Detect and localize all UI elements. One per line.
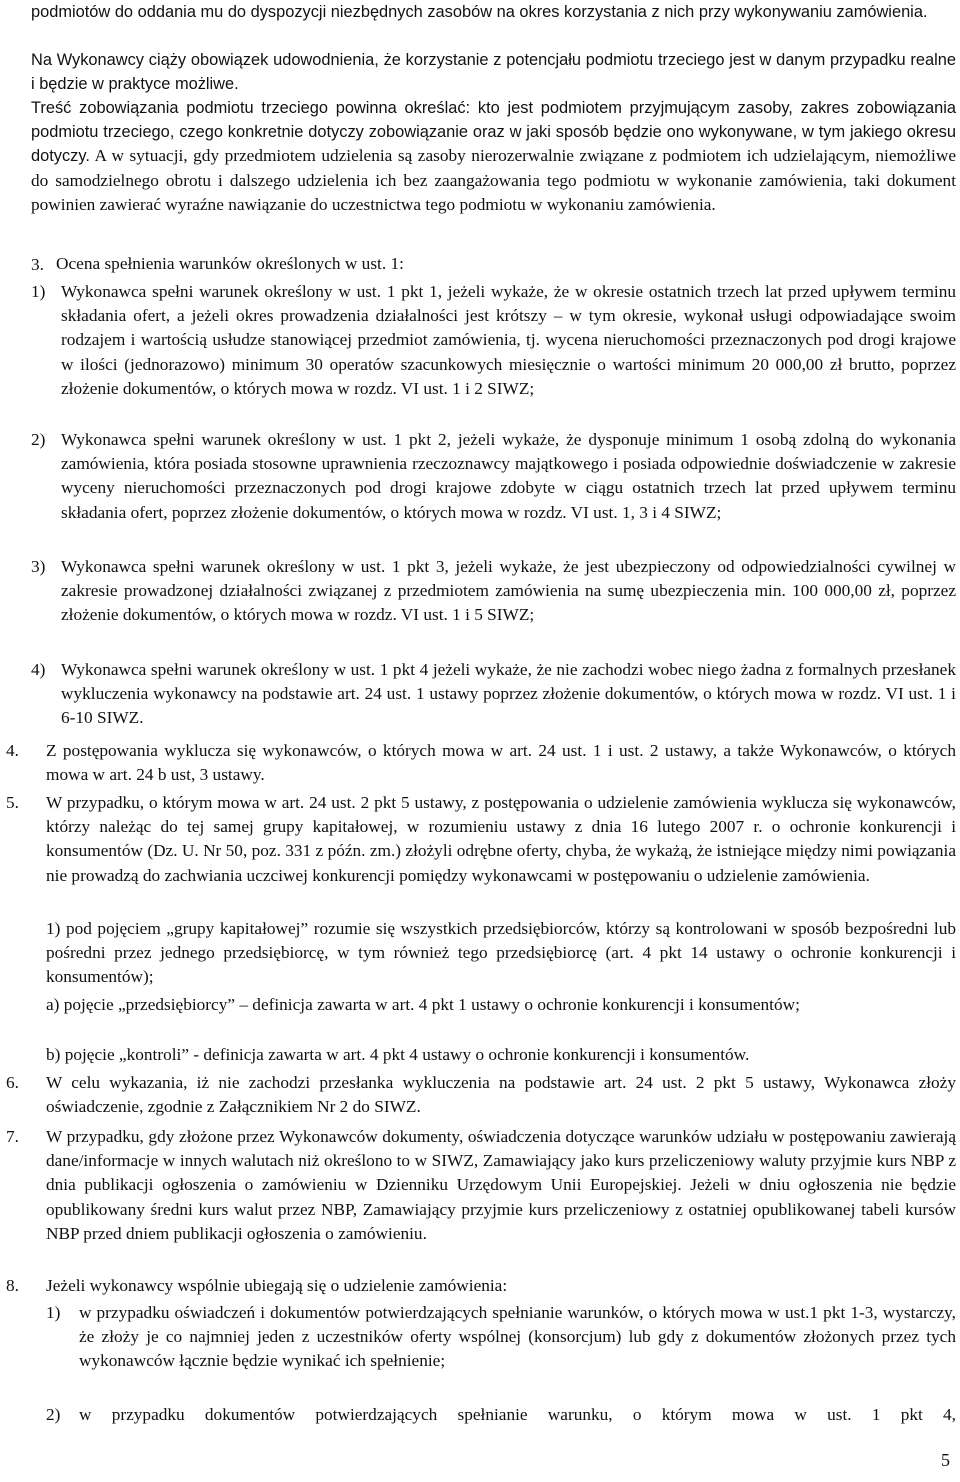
section-4-text: Z postępowania wyklucza się wykonawców, o których mowa w art. 24 ust. 1 i ust. 2 ustawy, a także Wykonawców, o których mowa w art. 24 b ust, 3 ustawy. bbox=[46, 741, 956, 785]
section-6-text: W celu wykazania, iż nie zachodzi przesłanka wykluczenia na podstawie art. 24 ust. 2 pkt 5 ustawy, Wykonawca złoży oświadczenie, zgodnie z Załącznikiem Nr 2 do SIWZ. bbox=[46, 1073, 956, 1117]
s3-item-3-text: Wykonawca spełni warunek określony w ust. 1 pkt 3, jeżeli wykaże, że jest ubezpieczony od odpowiedzialności cywilnej w zakresie prowadzonej działalności związanej z przedmiotem zamówienia na sumę ubezpieczenia min. 100 000,00 zł, poprzez złożenie dokumentów, o których mowa w rozdz. VI ust. 1 i 5 SIWZ; bbox=[61, 557, 956, 625]
intro-paragraph-3 bbox=[31, 97, 956, 218]
intro-paragraph-3b: A w sytuacji, gdy przedmiotem udzielenia są zasoby nierozerwalnie związane z podmiotem ich udzielającym, niemożliwe do samodzielnego obrotu i dalszego udzielenia ich bez zaangażowania tego podmiotu w wykonanie zamówienia, taki dokument powinien zawierać wyraźne nawiązanie do uczestnictwa tego podmiotu w wykonaniu zamówienia. bbox=[31, 146, 956, 215]
s3-item-4-number: 4) bbox=[31, 660, 46, 679]
section-5-number: 5. bbox=[6, 793, 19, 812]
s3-item-1-number: 1) bbox=[31, 282, 46, 301]
section-3-title: Ocena spełnienia warunków określonych w ust. 1: bbox=[56, 254, 404, 273]
s8-item-2-number: 2) bbox=[46, 1405, 61, 1424]
section-7-text: W przypadku, gdy złożone przez Wykonawców dokumenty, oświadczenia dotyczące warunków udziału w postępowaniu zawierają dane/informacje w innych walutach niż określono to w SIWZ, Zamawiający jako kurs przeliczeniowy waluty przyjmie kurs NBP z dnia publikacji ogłoszenia o zamówieniu w Dzienniku Urzędowym Unii Europejskiej. Jeżeli w dniu ogłoszenia nie będzie opublikowany średni kurs walut przez NBP, Zamawiający przyjmie kurs przeliczeniowy z ostatniej opublikowanej tabeli kursów NBP przed dniem publikacji ogłoszenia o zamówieniu. bbox=[46, 1127, 956, 1243]
section-5-sub-1: 1) pod pojęciem „grupy kapitałowej” rozumie się wszystkich przedsiębiorców, którzy są kontrolowani w sposób bezpośredni lub pośredni przez jednego przedsiębiorcę, w tym również tego przedsiębiorcę (art. 4 pkt 14 ustawy o ochronie konkurencji i konsumentów); bbox=[46, 919, 956, 987]
s8-item-2-text: w przypadku dokumentów potwierdzających spełnianie warunku, o którym mowa w ust. 1 pkt 4, bbox=[79, 1405, 956, 1424]
s3-item-1-text: Wykonawca spełni warunek określony w ust. 1 pkt 1, jeżeli wykaże, że w okresie ostatnich trzech lat przed upływem terminu składania ofert, a jeżeli okres prowadzenia działalności jest krótszy – w tym okresie, wykonał usługi odpowiadające swoim rodzajem i wartością usłudze stanowiącej przedmiot zamówienia, tj. wycena nieruchomości przeznaczonych pod drogi krajowe w ilości (jednorazowo) minimum 30 operatów szacunkowych miesięcznie o wartości minimum 20 000,00 zł brutto, poprzez złożenie dokumentów, o których mowa w rozdz. VI ust. 1 i 2 SIWZ; bbox=[61, 282, 956, 398]
s8-item-1-text: w przypadku oświadczeń i dokumentów potwierdzających spełnianie warunków, o których mowa w ust.1 pkt 1-3, wystarczy, że złoży je co najmniej jeden z uczestników oferty wspólnej (konsorcjum) lub gdy z dokumentów złożonych przez tych wykonawców łącznie będzie wynikać ich spełnienie; bbox=[79, 1303, 956, 1371]
section-4-number: 4. bbox=[6, 741, 19, 760]
section-8-number: 8. bbox=[6, 1276, 19, 1295]
s3-item-3-number: 3) bbox=[31, 557, 46, 576]
section-5-sub-b: b) pojęcie „kontroli” - definicja zawarta w art. 4 pkt 4 ustawy o ochronie konkurencji i konsumentów. bbox=[46, 1045, 750, 1064]
s3-item-2-text: Wykonawca spełni warunek określony w ust. 1 pkt 2, jeżeli wykaże, że dysponuje minimum 1 osobą zdolną do wykonania zamówienia, która posiada stosowne uprawnienia rzeczoznawcy majątkowego i posiada odpowiednie doświadczenie w zakresie wyceny nieruchomości przeznaczonych pod drogi krajowe zdobyte w ciągu ostatnich trzech lat przed upływem terminu składania ofert, poprzez złożenie dokumentów, o których mowa w rozdz. VI ust. 1, 3 i 4 SIWZ; bbox=[61, 430, 956, 522]
page-number: 5 bbox=[941, 1450, 950, 1470]
intro-paragraph-3a: Treść zobowiązania podmiotu trzeciego powinna określać: kto jest podmiotem przyjmującym zasoby, zakres zobowiązania podmiotu trzeciego, czego konkretnie dotyczy zobowiązanie oraz w jaki sposób będzie ono wykonywane, w tym jakiego okresu dotyczy. bbox=[31, 99, 956, 166]
section-5-text: W przypadku, o którym mowa w art. 24 ust. 2 pkt 5 ustawy, z postępowania o udzielenie zamówienia wyklucza się wykonawców, którzy należąc do tej samej grupy kapitałowej, w rozumieniu ustawy z dnia 16 lutego 2007 r. o ochronie konkurencji i konsumentów (Dz. U. Nr 50, poz. 331 z późn. zm.) złożyli odrębne oferty, chyba, że wykażą, że istniejące między nimi powiązania nie prowadzą do zachwiania uczciwej konkurencji pomiędzy wykonawcami w postępowaniu o udzielenie zamówienia. bbox=[46, 793, 956, 885]
section-8-title: Jeżeli wykonawcy wspólnie ubiegają się o udzielenie zamówienia: bbox=[46, 1276, 508, 1295]
section-6-number: 6. bbox=[6, 1073, 19, 1092]
section-7-number: 7. bbox=[6, 1127, 19, 1146]
s8-item-1-number: 1) bbox=[46, 1303, 61, 1322]
intro-paragraph-2: Na Wykonawcy ciąży obowiązek udowodnienia, że korzystanie z potencjału podmiotu trzeciego jest w danym przypadku realne i będzie w praktyce możliwe. bbox=[31, 51, 956, 93]
section-3-number: 3. bbox=[31, 255, 44, 274]
section-5-sub-a: a) pojęcie „przedsiębiorcy” – definicja zawarta w art. 4 pkt 1 ustawy o ochronie konkurencji i konsumentów; bbox=[46, 995, 800, 1014]
s3-item-4-text: Wykonawca spełni warunek określony w ust. 1 pkt 4 jeżeli wykaże, że nie zachodzi wobec niego żadna z formalnych przesłanek wykluczenia wykonawcy na podstawie art. 24 ust. 1 ustawy poprzez złożenie dokumentów, o których mowa w rozdz. VI ust. 1 i 6-10 SIWZ. bbox=[61, 660, 956, 728]
s3-item-2-number: 2) bbox=[31, 430, 46, 449]
intro-paragraph-1: podmiotów do oddania mu do dyspozycji niezbędnych zasobów na okres korzystania z nich przy wykonywaniu zamówienia. bbox=[31, 3, 928, 21]
